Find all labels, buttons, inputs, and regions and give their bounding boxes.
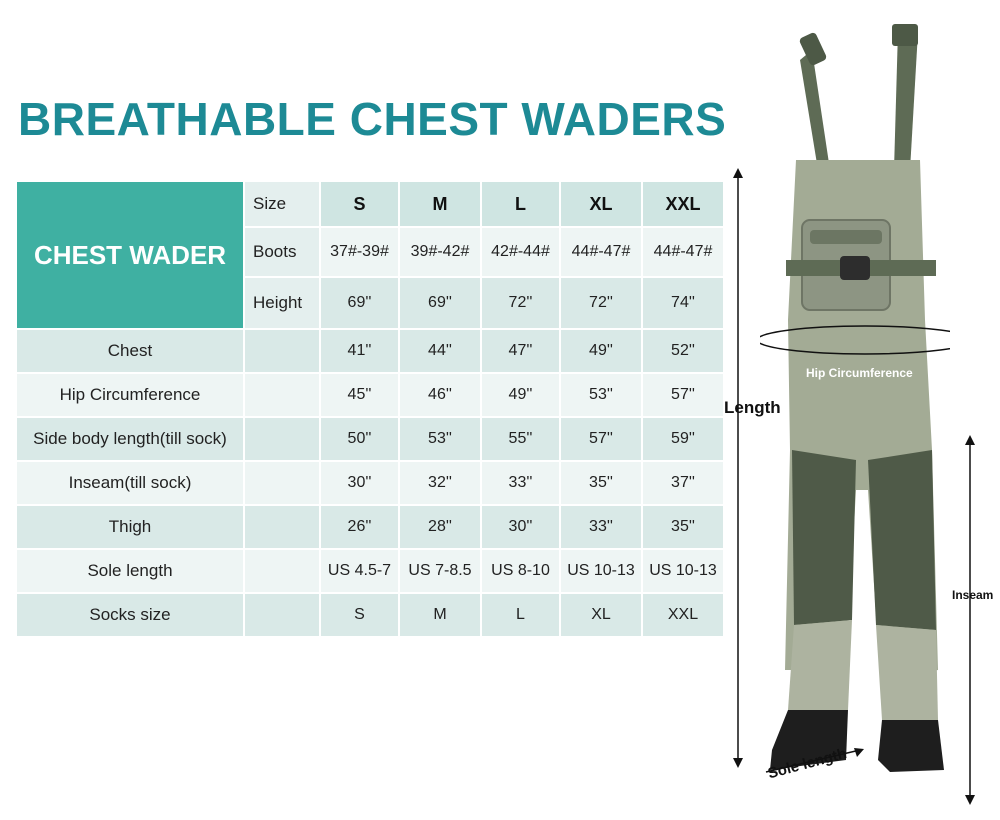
table-cell: 42#-44# bbox=[482, 228, 559, 276]
table-cell: US 10-13 bbox=[561, 550, 641, 592]
length-label: Length bbox=[724, 398, 781, 417]
table-cell: S bbox=[321, 594, 398, 636]
table-cell: XXL bbox=[643, 594, 723, 636]
table-cell: 28'' bbox=[400, 506, 480, 548]
table-cell: 44#-47# bbox=[643, 228, 723, 276]
wader-illustration bbox=[760, 20, 950, 783]
row-label: Side body length(till sock) bbox=[17, 418, 243, 460]
table-cell: 26'' bbox=[321, 506, 398, 548]
hip-circumference-label: Hip Circumference bbox=[806, 366, 913, 380]
table-cell: 37'' bbox=[643, 462, 723, 504]
size-label: Size bbox=[245, 182, 319, 226]
table-cell: 44'' bbox=[400, 330, 480, 372]
row-label: Chest bbox=[17, 330, 243, 372]
row-label: Height bbox=[245, 278, 319, 328]
table-cell: US 4.5-7 bbox=[321, 550, 398, 592]
table-cell: 57'' bbox=[561, 418, 641, 460]
table-cell: 52'' bbox=[643, 330, 723, 372]
table-cell: 39#-42# bbox=[400, 228, 480, 276]
size-chart-table bbox=[15, 180, 725, 638]
table-cell: 72'' bbox=[482, 278, 559, 328]
table-cell: 55'' bbox=[482, 418, 559, 460]
inseam-label: Inseam bbox=[952, 588, 994, 602]
table-cell: 46'' bbox=[400, 374, 480, 416]
table-cell: 59'' bbox=[643, 418, 723, 460]
table-cell: 57'' bbox=[643, 374, 723, 416]
table-cell: M bbox=[400, 594, 480, 636]
row-label: Boots bbox=[245, 228, 319, 276]
table-cell: 50'' bbox=[321, 418, 398, 460]
table-cell: 30'' bbox=[321, 462, 398, 504]
table-cell: 44#-47# bbox=[561, 228, 641, 276]
table-cell: 74'' bbox=[643, 278, 723, 328]
table-cell: 41'' bbox=[321, 330, 398, 372]
row-label: Socks size bbox=[17, 594, 243, 636]
table-cell: 37#-39# bbox=[321, 228, 398, 276]
table-cell: US 7-8.5 bbox=[400, 550, 480, 592]
size-header: S bbox=[321, 182, 398, 226]
table-cell: 33'' bbox=[561, 506, 641, 548]
row-label: Thigh bbox=[17, 506, 243, 548]
table-cell: US 8-10 bbox=[482, 550, 559, 592]
row-label: Sole length bbox=[17, 550, 243, 592]
table-cell: 69'' bbox=[321, 278, 398, 328]
table-cell: L bbox=[482, 594, 559, 636]
table-cell: 53'' bbox=[561, 374, 641, 416]
size-header: M bbox=[400, 182, 480, 226]
size-header: XXL bbox=[643, 182, 723, 226]
table-cell: XL bbox=[561, 594, 641, 636]
table-cell: 32'' bbox=[400, 462, 480, 504]
table-cell: 49'' bbox=[561, 330, 641, 372]
table-cell: 30'' bbox=[482, 506, 559, 548]
length-arrow bbox=[730, 168, 746, 768]
table-cell: 47'' bbox=[482, 330, 559, 372]
table-cell: 69'' bbox=[400, 278, 480, 328]
chart-header-label: CHEST WADER bbox=[17, 182, 243, 328]
table-cell: 53'' bbox=[400, 418, 480, 460]
size-header: L bbox=[482, 182, 559, 226]
table-cell: 35'' bbox=[561, 462, 641, 504]
table-cell: 35'' bbox=[643, 506, 723, 548]
table-cell: US 10-13 bbox=[643, 550, 723, 592]
size-header: XL bbox=[561, 182, 641, 226]
row-label: Hip Circumference bbox=[17, 374, 243, 416]
inseam-arrow bbox=[962, 435, 978, 805]
table-cell: 72'' bbox=[561, 278, 641, 328]
table-cell: 49'' bbox=[482, 374, 559, 416]
page-title: BREATHABLE CHEST WADERS bbox=[18, 93, 727, 145]
table-cell: 45'' bbox=[321, 374, 398, 416]
sole-length-label: Sole length bbox=[766, 745, 849, 783]
row-label: Inseam(till sock) bbox=[17, 462, 243, 504]
table-cell: 33'' bbox=[482, 462, 559, 504]
